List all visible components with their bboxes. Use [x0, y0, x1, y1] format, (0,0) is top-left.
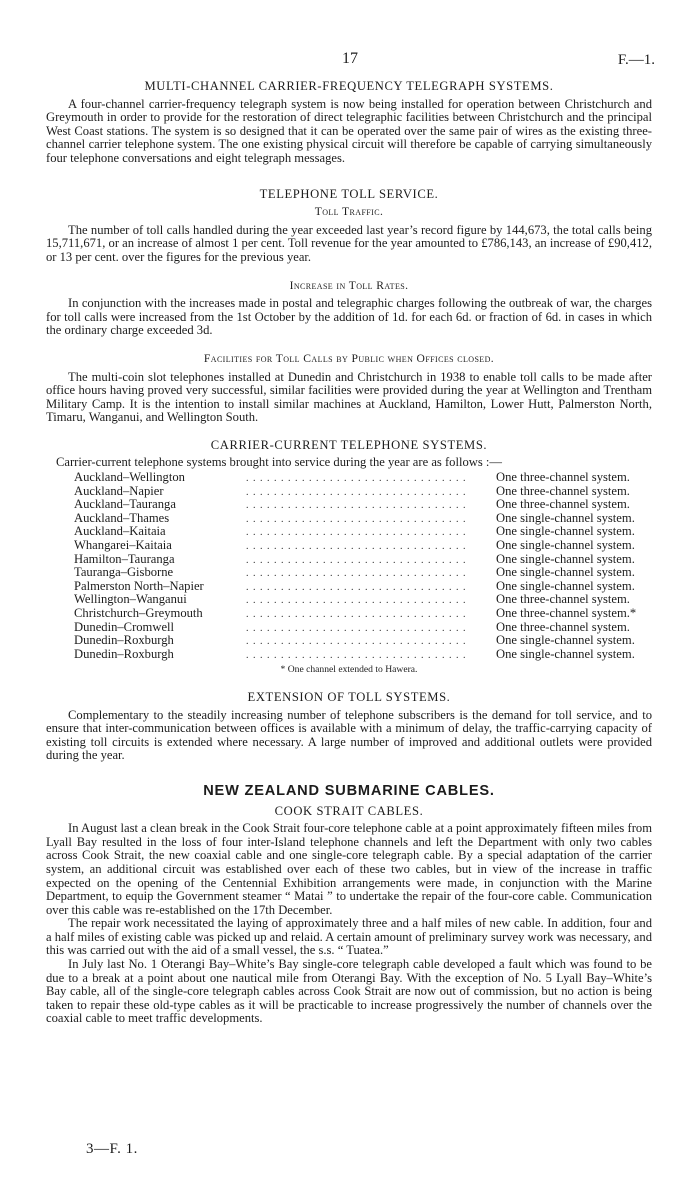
- route-name: Auckland–Wellington: [74, 470, 185, 485]
- paragraph-cook-strait-2: The repair work necessitated the laying of approximately three and a half miles of new cable. In addition, four and a half miles of existing cable was picked up and relaid. A certain amount of preliminary survey work was necessary, and this was carried out with the aid of a small vessel, the s.s. “ Tuatea.”: [46, 916, 652, 958]
- list-item: Whangarei–Kaitaia . . . . . . . . . . . . . . . . . . . . . . . . . . . . . . . . One single-channel system.: [46, 539, 652, 553]
- route-name: Auckland–Thames: [74, 510, 170, 525]
- paragraph-cook-strait-3: In July last No. 1 Oterangi Bay–White’s Bay single-core telegraph cable developed a fault which was found to be due to a break at a point about one nautical mile from Oterangi Bay. With the exception of No. 5 Lyall Bay–White’s Bay cable, all of the single-core telegraph cables across Cook Strait are now out of commission, but no action is being taken to repair these old-type cables as it will be practicable to increase progressively the number of channels over the coaxial cable to meet traffic developments.: [46, 957, 652, 1026]
- system-type: One single-channel system.: [496, 565, 635, 580]
- system-type: One three-channel system.: [496, 592, 630, 607]
- route-name: Dunedin–Roxburgh: [74, 633, 174, 648]
- page-number: 17: [342, 50, 358, 67]
- route-name: Auckland–Kaitaia: [74, 524, 166, 539]
- system-type: One three-channel system.: [496, 619, 630, 634]
- system-type: One single-channel system.: [496, 510, 635, 525]
- section-heading-extension: EXTENSION OF TOLL SYSTEMS.: [247, 689, 451, 704]
- paragraph-cook-strait-1: In August last a clean break in the Cook Strait four-core telephone cable at a point approximately fifteen miles from Lyall Bay resulted in the loss of four inter-Island telephone channels and left the Department with only two cables across Cook Strait, the new coaxial cable and one single-core telegraph cable. By a special adaptation of the carrier system, an additional circuit was established over each of these two cables, but in view of the increase in traffic expected on the opening of the Centennial Exhibition arrangements were made, in conjunction with the Marine Department, to equip the Government steamer “ Matai ” to undertake the repair of the four-core cable. Communication over this cable was re-established on the 17th December.: [46, 821, 652, 917]
- list-item: Christchurch–Greymouth . . . . . . . . . . . . . . . . . . . . . . . . . . . . . . . . One three-channel system.*: [46, 607, 652, 621]
- carrier-current-intro: Carrier-current telephone systems brought into service during the year are as follows :—: [56, 455, 502, 470]
- paragraph-after-hours-facilities: The multi-coin slot telephones installed at Dunedin and Christchurch in 1938 to enable toll calls to be made after office hours having proved very successful, similar facilities were provided during the year at Wellington and Trentham Military Camp. It is the intention to install similar machines at Auckland, Hamilton, Lower Hutt, Palmerston North, Timaru, Wanganui, and Wellington South.: [46, 369, 652, 425]
- paragraph-multi-channel: A four-channel carrier-frequency telegraph system is now being installed for operation between Christchurch and Greymouth in order to provide for the restoration of direct telegraphic facilities between Christchurch and the principal West Coast stations. The system is so designed that it can be operated over the same pair of wires as the existing three-channel carrier telephone system. The one existing physical circuit will therefore be capable of carrying simultaneously four telephone conversations and eight telegraph messages.: [46, 96, 652, 165]
- route-name: Auckland–Tauranga: [74, 497, 176, 512]
- system-type: One three-channel system.*: [496, 606, 637, 620]
- route-name: Auckland–Napier: [74, 483, 164, 498]
- route-name: Whangarei–Kaitaia: [74, 538, 172, 553]
- route-name: Dunedin–Roxburgh: [74, 646, 174, 661]
- list-item: Wellington–Wanganui . . . . . . . . . . . . . . . . . . . . . . . . . . . . . . . . One three-channel system.: [46, 593, 652, 607]
- route-name: Palmerston North–Napier: [74, 578, 204, 593]
- system-type: One single-channel system.: [496, 646, 635, 661]
- list-item: Auckland–Wellington . . . . . . . . . . . . . . . . . . . . . . . . . . . . . . . . One three-channel system.: [46, 471, 652, 485]
- system-type: One three-channel system.: [496, 470, 630, 485]
- system-type: One single-channel system.: [496, 551, 635, 566]
- list-item: Auckland–Kaitaia . . . . . . . . . . . . . . . . . . . . . . . . . . . . . . . . One single-channel system.: [46, 525, 652, 539]
- list-item: Hamilton–Tauranga . . . . . . . . . . . . . . . . . . . . . . . . . . . . . . . . One single-channel system.: [46, 553, 652, 567]
- document-reference: F.—1.: [617, 52, 655, 68]
- carrier-systems-list: [46, 471, 652, 661]
- list-item: Auckland–Napier . . . . . . . . . . . . . . . . . . . . . . . . . . . . . . . . One three-channel system.: [46, 485, 652, 499]
- list-item: Tauranga–Gisborne . . . . . . . . . . . . . . . . . . . . . . . . . . . . . . . . One single-channel system.: [46, 566, 652, 580]
- document-body: [46, 80, 652, 1026]
- list-item: Auckland–Tauranga . . . . . . . . . . . . . . . . . . . . . . . . . . . . . . . . One three-channel system.: [46, 498, 652, 512]
- subheading-toll-traffic: Toll Traffic.: [314, 205, 384, 219]
- list-item: Palmerston North–Napier . . . . . . . . . . . . . . . . . . . . . . . . . . . . . . . . One single-channel system.: [46, 580, 652, 594]
- route-name: Tauranga–Gisborne: [74, 565, 174, 580]
- route-name: Christchurch–Greymouth: [74, 606, 203, 620]
- system-type: One three-channel system.: [496, 483, 630, 498]
- list-item: Dunedin–Roxburgh . . . . . . . . . . . . . . . . . . . . . . . . . . . . . . . . One single-channel system.: [46, 648, 652, 662]
- system-type: One single-channel system.: [496, 633, 635, 648]
- system-type: One three-channel system.: [496, 497, 630, 512]
- paragraph-toll-rates: In conjunction with the increases made in postal and telegraphic charges following the outbreak of war, the charges for toll calls were increased from the 1st October by the addition of 1d. for each 6d. or fraction of 6d. in cases in which the ordinary charge exceeded 3d.: [46, 296, 652, 338]
- route-name: Hamilton–Tauranga: [74, 551, 175, 566]
- paragraph-toll-traffic: The number of toll calls handled during the year exceeded last year’s record figure by 144,673, the total calls being 15,711,671, or an increase of almost 1 per cent. Toll revenue for the year amounted to £786,143, an increase of £90,412, or 13 per cent. over the figures for the previous year.: [46, 222, 652, 264]
- section-heading-submarine-cables: NEW ZEALAND SUBMARINE CABLES.: [203, 782, 495, 799]
- route-name: Dunedin–Cromwell: [74, 619, 175, 634]
- list-item: Dunedin–Roxburgh . . . . . . . . . . . . . . . . . . . . . . . . . . . . . . . . One single-channel system.: [46, 634, 652, 648]
- subheading-after-hours-facilities: Facilities for Toll Calls by Public when Offices closed.: [203, 351, 495, 365]
- section-heading-toll-service: TELEPHONE TOLL SERVICE.: [259, 186, 439, 201]
- subheading-cook-strait: COOK STRAIT CABLES.: [274, 803, 424, 818]
- system-type: One single-channel system.: [496, 524, 635, 539]
- section-heading-carrier-current: CARRIER-CURRENT TELEPHONE SYSTEMS.: [210, 437, 488, 452]
- carrier-footnote: * One channel extended to Hawera.: [280, 664, 418, 676]
- list-item: Dunedin–Cromwell . . . . . . . . . . . . . . . . . . . . . . . . . . . . . . . . One three-channel system.: [46, 621, 652, 635]
- system-type: One single-channel system.: [496, 578, 635, 593]
- page-signature: 3—F. 1.: [86, 1141, 138, 1157]
- system-type: One single-channel system.: [496, 538, 635, 553]
- paragraph-extension: Complementary to the steadily increasing number of telephone subscribers is the demand for toll service, and to ensure that inter-communication between offices is available with a minimum of delay, the traffic-carrying capacity of existing toll circuits is extended where necessary. A large number of improved and additional outlets were provided during the year.: [46, 707, 652, 763]
- list-item: Auckland–Thames . . . . . . . . . . . . . . . . . . . . . . . . . . . . . . . . One single-channel system.: [46, 512, 652, 526]
- section-heading-multi-channel: MULTI-CHANNEL CARRIER-FREQUENCY TELEGRAPH SYSTEMS.: [144, 79, 554, 93]
- route-name: Wellington–Wanganui: [74, 592, 187, 607]
- subheading-toll-rates: Increase in Toll Rates.: [289, 278, 409, 292]
